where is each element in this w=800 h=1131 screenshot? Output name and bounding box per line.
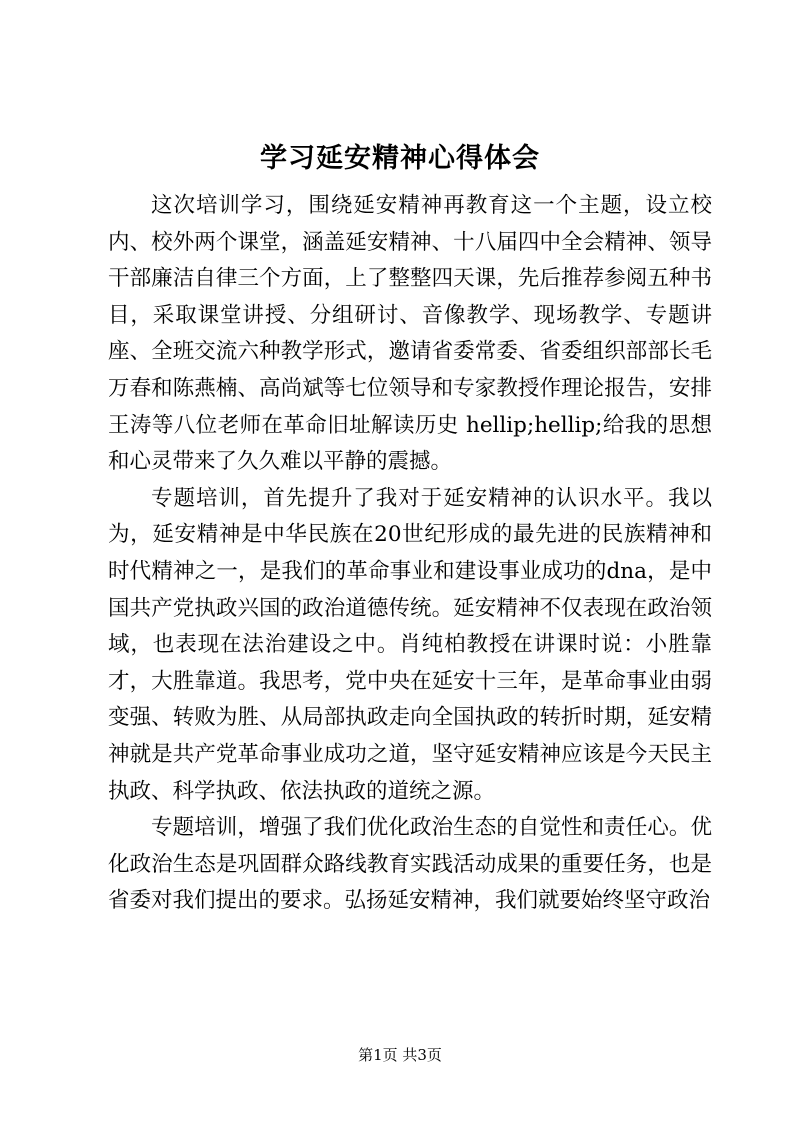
page-footer: 第1页 共3页 (358, 1046, 442, 1064)
paragraph-2: 专题培训，首先提升了我对于延安精神的认识水平。我以为，延安精神是中华民族在20世纪形成的最先进的民族精神和时代精神之一，是我们的革命事业和建设事业成功的dna，是中国共产党执政兴国的政治道德传统。延安精神不仅表现在政治领域，也表现在法治建设之中。肖纯柏教授在讲课时说：小胜靠才，大胜靠道。我思考，党中央在延安十三年，是革命事业由弱变强、转败为胜、从局部执政走向全国执政的转折时期，延安精神就是共产党革命事业成功之道，坚守延安精神应该是今天民主执政、科学执政、依法执政的道统之源。 (108, 485, 712, 804)
paragraph-1: 这次培训学习，围绕延安精神再教育这一个主题，设立校内、校外两个课堂，涵盖延安精神、十八届四中全会精神、领导干部廉洁自律三个方面，上了整整四天课，先后推荐参阅五种书目，采取课堂讲授、分组研讨、音像教学、现场教学、专题讲座、全班交流六种教学形式，邀请省委常委、省委组织部部长毛万春和陈燕楠、高尚斌等七位领导和专家教授作理论报告，安排王涛等八位老师在革命旧址解读历史 hellip;hellip;给我的思想和心灵带来了久久难以平静的震撼。 (108, 193, 712, 475)
paragraph-3: 专题培训，增强了我们优化政治生态的自觉性和责任心。优化政治生态是巩固群众路线教育实践活动成果的重要任务，也是省委对我们提出的要求。弘扬延安精神，我们就要始终坚守政治 (108, 815, 712, 914)
document-body (108, 188, 712, 920)
document-title: 学习延安精神心得体会 (260, 143, 540, 174)
